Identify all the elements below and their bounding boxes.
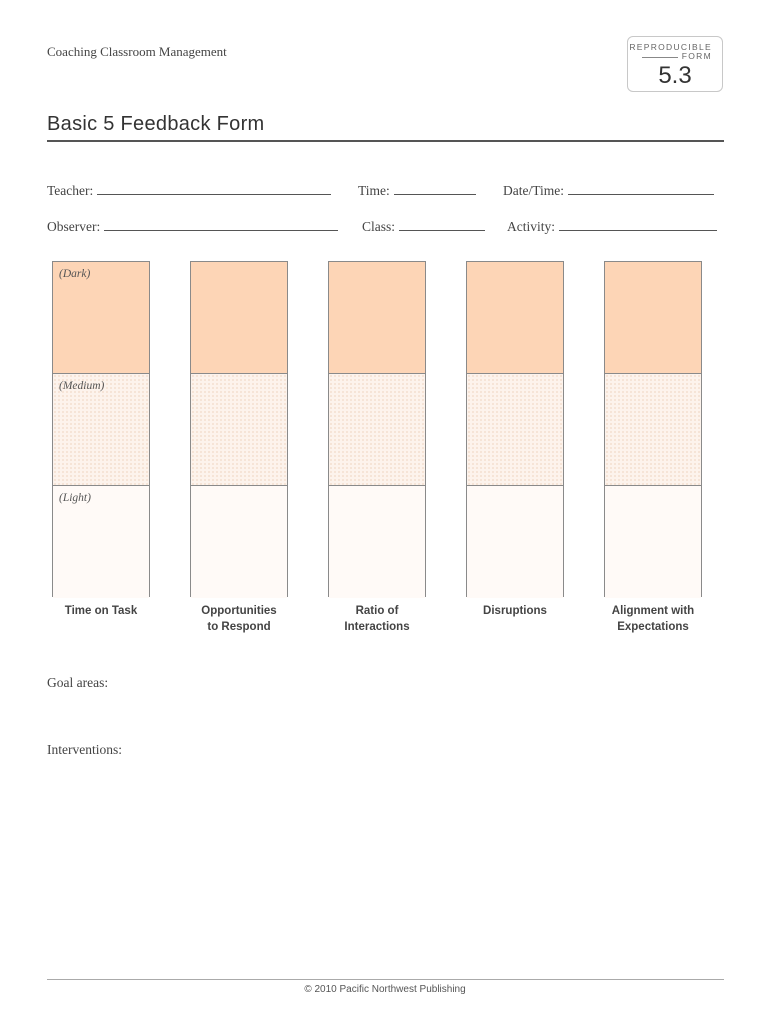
book-title: Coaching Classroom Management: [47, 44, 227, 59]
title-divider: [47, 140, 724, 142]
observer-field[interactable]: [47, 218, 338, 235]
column-label-line2: Expectations: [617, 621, 689, 633]
band-label-medium: (Medium): [59, 380, 105, 392]
time-label: Time:: [358, 183, 390, 198]
datetime-field[interactable]: [503, 182, 714, 199]
column-label-disruptions: [450, 603, 580, 619]
band-medium[interactable]: [605, 374, 701, 486]
column-label-line2: to Respond: [207, 621, 271, 633]
column-label-opportunities: [174, 603, 304, 635]
band-label-light: (Light): [59, 492, 91, 504]
band-medium[interactable]: [467, 374, 563, 486]
band-dark[interactable]: [605, 262, 701, 374]
time-field[interactable]: [358, 182, 476, 199]
band-light[interactable]: [605, 486, 701, 598]
band-dark[interactable]: [53, 262, 149, 374]
badge-number: 5.3: [658, 62, 692, 89]
column-label-line1: Disruptions: [483, 605, 547, 617]
time-input-line[interactable]: [394, 182, 476, 195]
rating-column-time-on-task[interactable]: [52, 261, 150, 597]
column-label-line1: Alignment with: [611, 605, 695, 617]
class-field[interactable]: [362, 218, 485, 235]
rating-column-ratio[interactable]: [328, 261, 426, 597]
band-light[interactable]: [329, 486, 425, 598]
column-label-ratio: [312, 603, 442, 635]
datetime-input-line[interactable]: [568, 182, 714, 195]
column-label-line1: Opportunities: [201, 605, 277, 617]
band-medium[interactable]: [53, 374, 149, 486]
badge-sublabel: FORM: [681, 51, 712, 61]
badge-label: REPRODUCIBLE: [629, 42, 712, 52]
rating-column-alignment[interactable]: [604, 261, 702, 597]
reproducible-form-badge: [627, 36, 723, 92]
teacher-field[interactable]: [47, 182, 331, 199]
column-label-alignment: [588, 603, 718, 635]
rating-column-opportunities[interactable]: [190, 261, 288, 597]
observer-input-line[interactable]: [104, 218, 338, 231]
column-label-line2: Interactions: [344, 621, 410, 633]
column-label-line1: Ratio of: [355, 605, 399, 617]
band-label-dark: (Dark): [59, 268, 91, 280]
datetime-label: Date/Time:: [503, 183, 565, 198]
teacher-input-line[interactable]: [97, 182, 331, 195]
band-dark[interactable]: [329, 262, 425, 374]
column-label-line1: Time on Task: [64, 605, 138, 617]
goal-areas-label: Goal areas:: [47, 675, 109, 690]
column-label-time-on-task: [36, 603, 166, 619]
observer-label: Observer:: [47, 219, 101, 234]
footer-divider: [47, 979, 724, 980]
band-light[interactable]: [191, 486, 287, 598]
activity-field[interactable]: [507, 218, 717, 235]
activity-label: Activity:: [507, 219, 555, 234]
band-dark[interactable]: [191, 262, 287, 374]
band-light[interactable]: [467, 486, 563, 598]
class-label: Class:: [362, 219, 396, 234]
rating-column-disruptions[interactable]: [466, 261, 564, 597]
badge-divider: [642, 57, 678, 58]
band-medium[interactable]: [329, 374, 425, 486]
class-input-line[interactable]: [399, 218, 485, 231]
band-light[interactable]: [53, 486, 149, 598]
form-title: Basic 5 Feedback Form: [47, 113, 265, 135]
activity-input-line[interactable]: [559, 218, 717, 231]
teacher-label: Teacher:: [47, 183, 94, 198]
band-dark[interactable]: [467, 262, 563, 374]
band-medium[interactable]: [191, 374, 287, 486]
footer-copyright: © 2010 Pacific Northwest Publishing: [304, 984, 466, 995]
interventions-label: Interventions:: [47, 742, 122, 757]
